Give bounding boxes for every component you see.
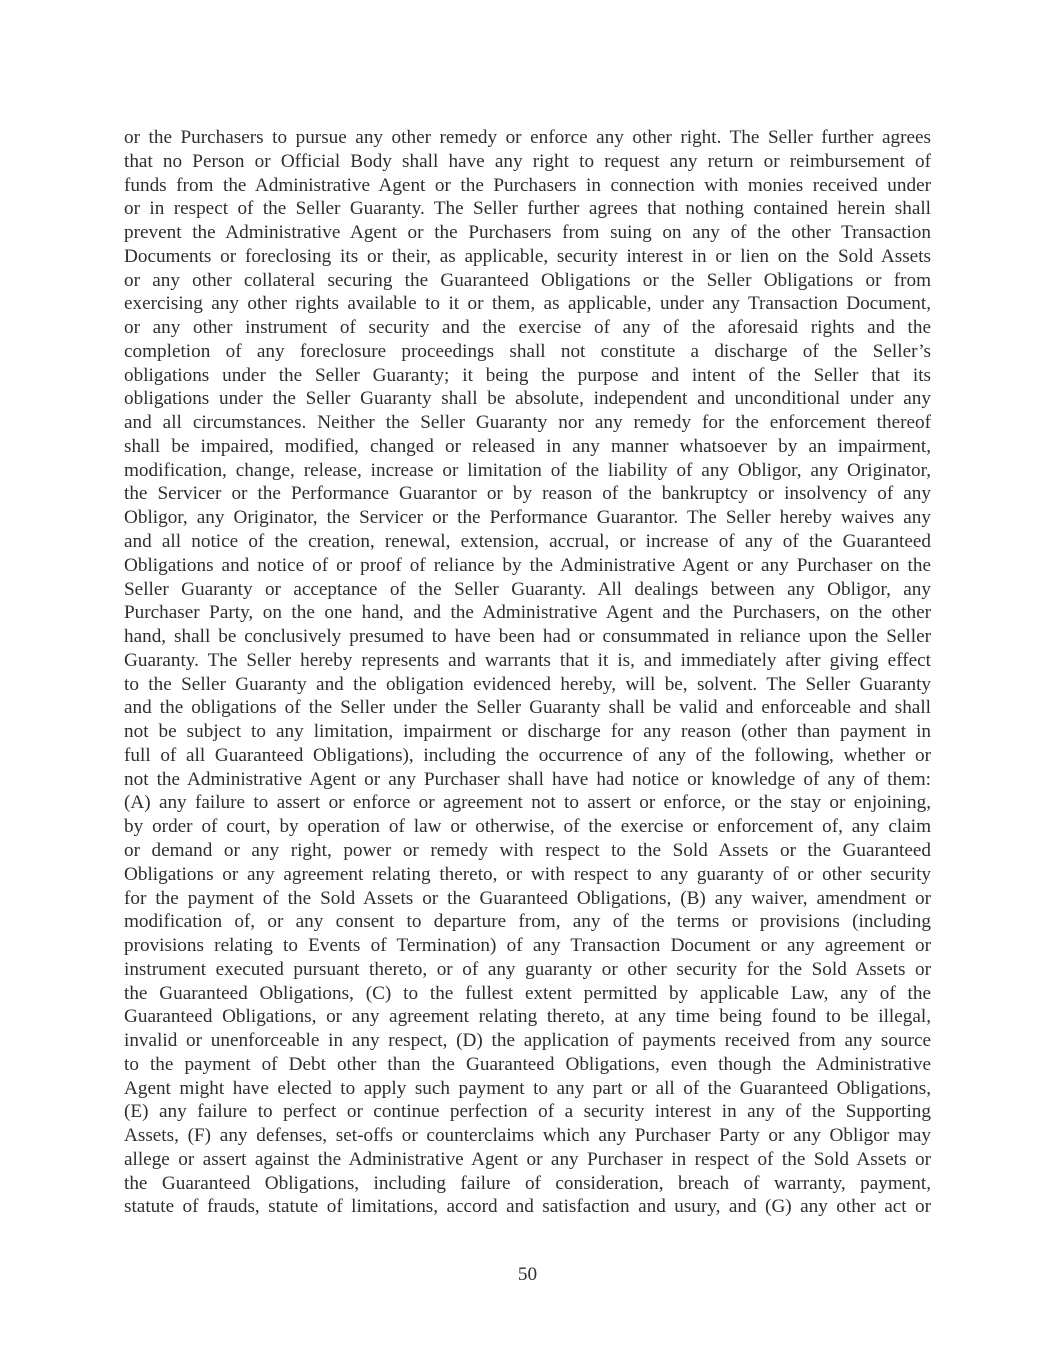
text-line: Purchaser Party, on the one hand, and the Administrative Agent and the Purchasers, on the other: [124, 602, 931, 624]
text-line: or any other collateral securing the Guaranteed Obligations or the Seller Obligations or from: [124, 269, 931, 291]
text-line: Assets, (F) any defenses, set-offs or counterclaims which any Purchaser Party or any Obligor may: [124, 1125, 931, 1147]
text-line: not the Administrative Agent or any Purchaser shall have had notice or knowledge of any of them:: [124, 768, 931, 790]
text-line: Guaranty. The Seller hereby represents and warrants that it is, and immediately after giving effect: [124, 649, 931, 671]
text-line: Obligor, any Originator, the Servicer or the Performance Guarantor. The Seller hereby waives any: [124, 507, 931, 529]
text-line: and all notice of the creation, renewal, extension, accrual, or increase of any of the Guaranteed: [124, 531, 931, 553]
text-line: allege or assert against the Administrative Agent or any Purchaser in respect of the Sold Assets or: [124, 1148, 931, 1170]
text-line: or any other instrument of security and the exercise of any of the aforesaid rights and the: [124, 317, 931, 339]
text-line: the Guaranteed Obligations, (C) to the fullest extent permitted by applicable Law, any of the: [124, 982, 931, 1004]
text-line: or demand or any right, power or remedy with respect to the Sold Assets or the Guaranteed: [124, 839, 931, 861]
text-line: (A) any failure to assert or enforce or agreement not to assert or enforce, or the stay or enjoining,: [124, 792, 931, 814]
text-line: Seller Guaranty or acceptance of the Seller Guaranty. All dealings between any Obligor, any: [124, 578, 931, 600]
text-line: Documents or foreclosing its or their, as applicable, security interest in or lien on the Sold Assets: [124, 245, 931, 267]
text-line: statute of frauds, statute of limitations, accord and satisfaction and usury, and (G) any other act or: [124, 1196, 931, 1218]
page-number: 50: [517, 1264, 538, 1285]
text-line: obligations under the Seller Guaranty; it being the purpose and intent of the Seller that its: [124, 364, 931, 386]
text-line: that no Person or Official Body shall have any right to request any return or reimbursement of: [124, 150, 931, 172]
text-line: Obligations and notice of or proof of reliance by the Administrative Agent or any Purchaser on the: [124, 554, 931, 576]
text-line: exercising any other rights available to it or them, as applicable, under any Transaction Document,: [124, 293, 931, 315]
text-line: Agent might have elected to apply such payment to any part or all of the Guaranteed Obligations,: [124, 1077, 931, 1099]
text-line: or in respect of the Seller Guaranty. The Seller further agrees that nothing contained herein shall: [124, 198, 931, 220]
text-line: provisions relating to Events of Termination) of any Transaction Document or any agreement or: [124, 935, 931, 957]
text-line: Guaranteed Obligations, or any agreement relating thereto, at any time being found to be illegal,: [124, 1006, 931, 1028]
text-line: the Guaranteed Obligations, including failure of consideration, breach of warranty, payment,: [124, 1172, 931, 1194]
text-line: not be subject to any limitation, impairment or discharge for any reason (other than payment in: [124, 721, 931, 743]
text-line: the Servicer or the Performance Guarantor or by reason of the bankruptcy or insolvency of any: [124, 483, 931, 505]
text-line: funds from the Administrative Agent or the Purchasers in connection with monies received under: [124, 174, 931, 196]
text-line: modification of, or any consent to departure from, any of the terms or provisions (including: [124, 911, 931, 933]
text-line: full of all Guaranteed Obligations), including the occurrence of any of the following, whether or: [124, 744, 931, 766]
text-line: obligations under the Seller Guaranty shall be absolute, independent and unconditional under any: [124, 388, 931, 410]
text-line: by order of court, by operation of law or otherwise, of the exercise or enforcement of, any claim: [124, 816, 931, 838]
text-line: to the Seller Guaranty and the obligation evidenced hereby, will be, solvent. The Seller Guaranty: [124, 673, 931, 695]
text-line: and the obligations of the Seller under the Seller Guaranty shall be valid and enforceable and shall: [124, 697, 931, 719]
text-line: Obligations or any agreement relating thereto, or with respect to any guaranty of or other security: [124, 863, 931, 885]
text-line: invalid or unenforceable in any respect, (D) the application of payments received from any source: [124, 1030, 931, 1052]
text-line: to the payment of Debt other than the Guaranteed Obligations, even though the Administrative: [124, 1053, 931, 1075]
text-line: completion of any foreclosure proceedings shall not constitute a discharge of the Seller’s: [124, 340, 931, 362]
text-line: modification, change, release, increase or limitation of the liability of any Obligor, any Originator,: [124, 459, 931, 481]
text-line: hand, shall be conclusively presumed to have been had or consummated in reliance upon the Seller: [124, 626, 931, 648]
text-line: for the payment of the Sold Assets or the Guaranteed Obligations, (B) any waiver, amendment or: [124, 887, 931, 909]
text-line: prevent the Administrative Agent or the Purchasers from suing on any of the other Transaction: [124, 222, 931, 244]
document-body: [124, 126, 931, 1219]
text-line: shall be impaired, modified, changed or released in any manner whatsoever by an impairment,: [124, 435, 931, 457]
text-line: (E) any failure to perfect or continue perfection of a security interest in any of the Supporting: [124, 1101, 931, 1123]
text-line: and all circumstances. Neither the Seller Guaranty nor any remedy for the enforcement thereof: [124, 412, 931, 434]
text-line: instrument executed pursuant thereto, or of any guaranty or other security for the Sold Assets or: [124, 958, 931, 980]
text-line: or the Purchasers to pursue any other remedy or enforce any other right. The Seller further agrees: [124, 127, 931, 148]
